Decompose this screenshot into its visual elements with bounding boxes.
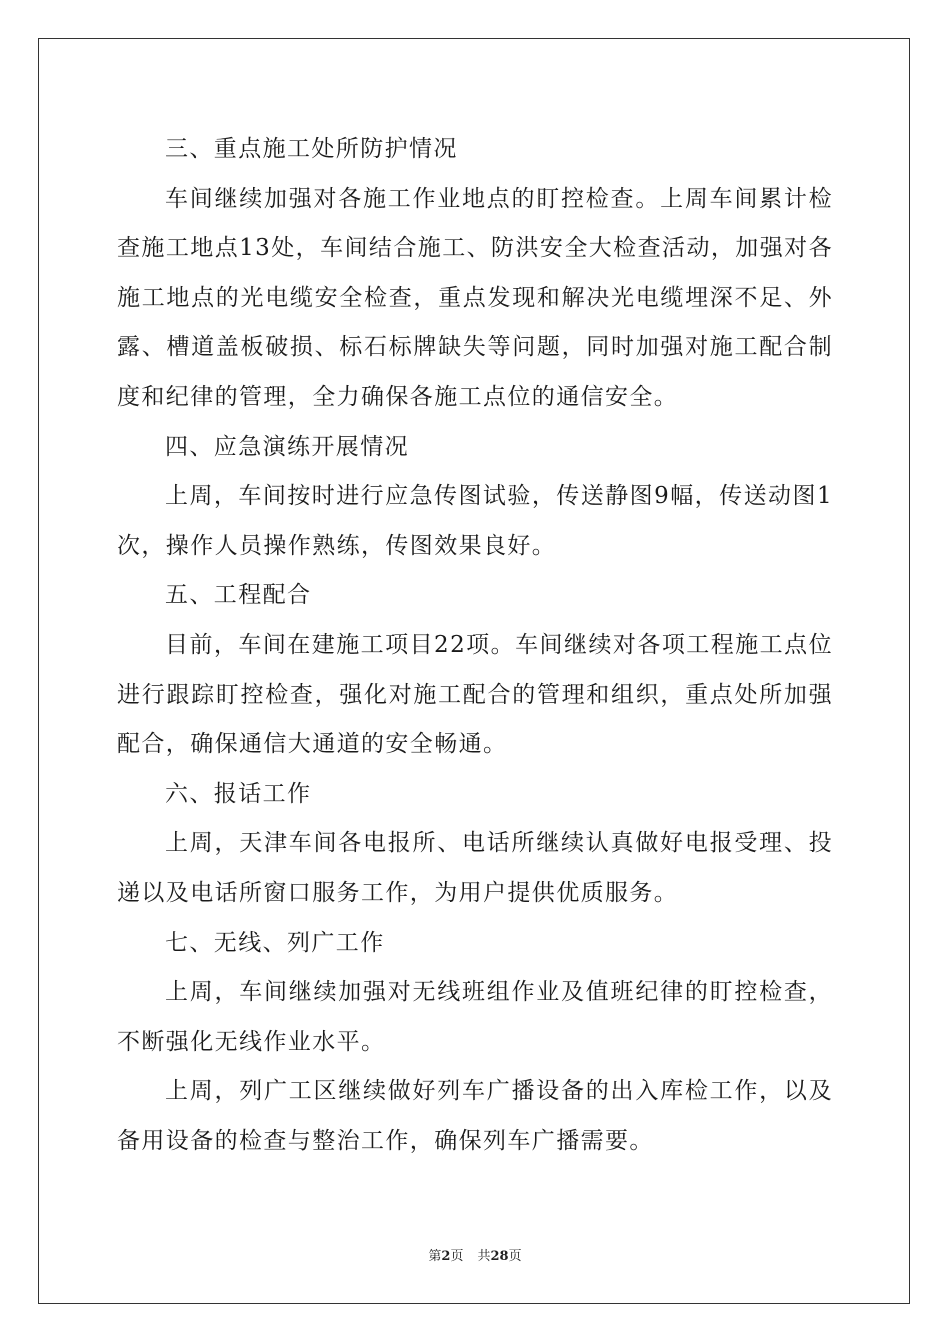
paragraph-train-broadcast: 上周，列广工区继续做好列车广播设备的出入库检工作，以及备用设备的检查与整治工作，确保列车广播需要。 xyxy=(117,1078,833,1154)
section-heading-6: 六、报话工作 xyxy=(165,780,312,807)
footer-total-suffix: 页 xyxy=(508,1249,522,1264)
footer-total-prefix: 共 xyxy=(477,1249,491,1264)
paragraph-emergency-drill: 上周，车间按时进行应急传图试验，传送静图9幅，传送动图1次，操作人员操作熟练，传图效果良好。 xyxy=(117,483,833,559)
paragraph-telegraph-phone: 上周，天津车间各电报所、电话所继续认真做好电报受理、投递以及电话所窗口服务工作，为用户提供优质服务。 xyxy=(117,830,833,906)
paragraph-engineering-cooperation: 目前，车间在建施工项目22项。车间继续对各项工程施工点位进行跟踪盯控检查，强化对施工配合的管理和组织，重点处所加强配合，确保通信大通道的安全畅通。 xyxy=(117,631,833,758)
paragraph-wireless: 上周，车间继续加强对无线班组作业及值班纪律的盯控检查，不断强化无线作业水平。 xyxy=(117,979,833,1055)
section-heading-3: 三、重点施工处所防护情况 xyxy=(165,136,458,162)
page-footer xyxy=(0,1245,950,1264)
section-heading-4: 四、应急演练开展情况 xyxy=(165,433,409,460)
paragraph-construction-protection: 车间继续加强对各施工作业地点的盯控检查。上周车间累计检查施工地点13处，车间结合施工、防洪安全大检查活动，加强对各施工地点的光电缆安全检查，重点发现和解决光电缆埋深不足、外露、槽道盖板破损、标石标牌缺失等问题，同时加强对施工配合制度和纪律的管理，全力确保各施工点位的通信安全。 xyxy=(117,185,833,410)
footer-page-prefix: 第 xyxy=(428,1249,442,1264)
section-heading-7: 七、无线、列广工作 xyxy=(165,929,385,956)
document-body xyxy=(117,125,833,1166)
section-heading-5: 五、工程配合 xyxy=(165,582,312,609)
footer-page-suffix: 页 xyxy=(450,1249,464,1264)
footer-page-number: 2 xyxy=(441,1249,451,1264)
footer-total-pages: 28 xyxy=(490,1249,509,1264)
